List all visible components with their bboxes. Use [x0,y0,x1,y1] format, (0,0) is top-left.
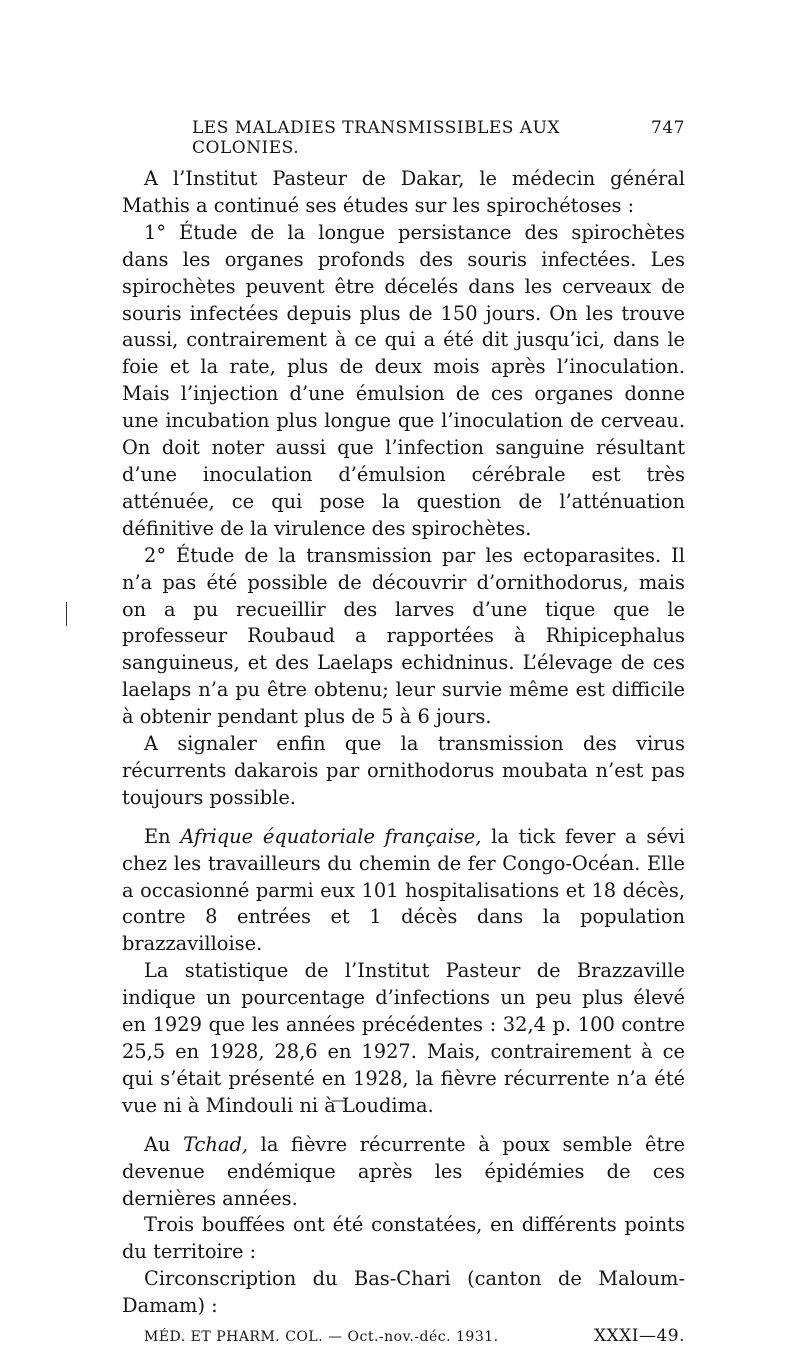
page [122,118,685,1346]
tchad-text: la fièvre récurrente à poux semble être devenue endémique après les épidémies de ces dernières années. [122,1132,685,1210]
paragraph-circonscription: Circonscription du Bas-Chari (canton de Maloum-Damam) : [122,1267,685,1318]
running-title: LES MALADIES TRANSMISSIBLES AUX COLONIES. [192,118,561,158]
afrique-text: la tick fever a sévi chez les travailleurs du chemin de fer Congo-Océan. Elle a occasionné parmi eux 101 hospitalisations et 18 décès, contre 8 entrées et 1 décès dans la population brazzavilloise. [122,824,685,956]
page-number: 747 [651,118,685,138]
footer-journal: MÉD. ET PHARM. COL. — Oct.-nov.-déc. 1931. [144,1329,499,1346]
paragraph-signaler: A signaler enfin que la transmission des virus récurrents dakarois par ornithodorus moubata n’est pas toujours possible. [122,732,685,809]
paragraph-afrique [122,824,685,959]
tchad-prefix: Au [144,1132,184,1156]
paragraph-etude-2: 2° Étude de la transmission par les ectoparasites. Il n’a pas été possible de découvrir d’ornithodorus, mais on a pu recueillir des larves d’une tique que le professeur Roubaud a rapportées à Rhipicephalus sanguineus, et des Laelaps echidninus. L’élevage de ces laelaps n’a pu être obtenu; leur survie même est difficile à obtenir pendant plus de 5 à 6 jours. [122,543,685,729]
tchad-region: Tchad, [183,1132,249,1156]
body-text [122,166,685,1320]
paragraph-etude-1: 1° Étude de la longue persistance des spirochètes dans les organes profonds des souris infectées. Les spirochètes peuvent être décelés dans les cerveaux de souris infectées depuis plus de 150 jours. On les trouve aussi, contrairement à ce qui a été dit jusqu’ici, dans le foie et la rate, plus de deux mois après l’inoculation. Mais l’injection d’une émulsion de ces organes donne une incubation plus longue que l’inoculation de cerveau. On doit noter aussi que l’infection sanguine résultant d’une inoculation d’émulsion cérébrale est très atténuée, ce qui pose la question de l’atténuation définitive de la virulence des spirochètes. [122,220,685,540]
paragraph-bouffees: Trois bouffées ont été constatées, en différents points du territoire : [122,1213,685,1264]
afrique-prefix: En [144,824,181,848]
running-header [122,118,685,158]
afrique-region: Afrique équatoriale française, [180,824,482,848]
paragraph-statistique: La statistique de l’Institut Pasteur de Brazzaville indique un pourcentage d’infections un peu plus élevé en 1929 que les années précédentes : 32,4 p. 100 contre 25,5 en 1928, 28,6 en 1927. Mais, contrairement à ce qui s’était présenté en 1928, la fièvre récurrente n’a été vue ni à Mindouli ni à Loudima. [122,959,685,1117]
footer-signature: XXXI—49. [593,1326,685,1346]
paragraph-dakar: A l’Institut Pasteur de Dakar, le médecin général Mathis a continué ses études sur les spirochétoses : [122,167,685,217]
paragraph-tchad [122,1132,685,1213]
margin-mark [66,602,67,626]
page-footer [122,1326,685,1346]
